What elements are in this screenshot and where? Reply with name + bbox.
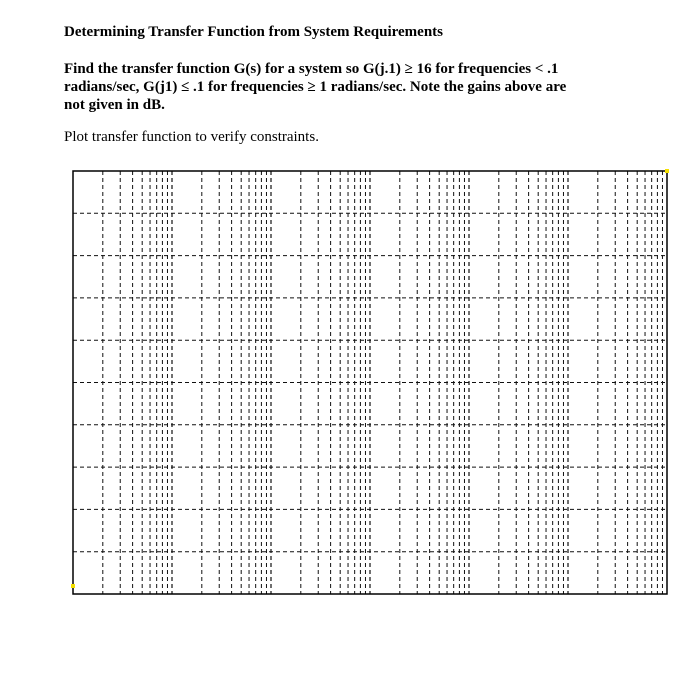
problem-line: Find the transfer function G(s) for a system so G(j.1) ≥ 16 for frequencies < .1 [64, 61, 559, 77]
problem-line: not given in dB. [64, 97, 165, 113]
corner-marker [71, 584, 75, 588]
corner-marker [665, 169, 669, 173]
problem-line: radians/sec, G(j1) ≤ .1 for frequencies ≥ 1 radians/sec. Note the gains above are [64, 79, 567, 95]
instruction-text: Plot transfer function to verify constraints. [64, 129, 319, 145]
page-title: Determining Transfer Function from System Requirements [64, 24, 443, 40]
